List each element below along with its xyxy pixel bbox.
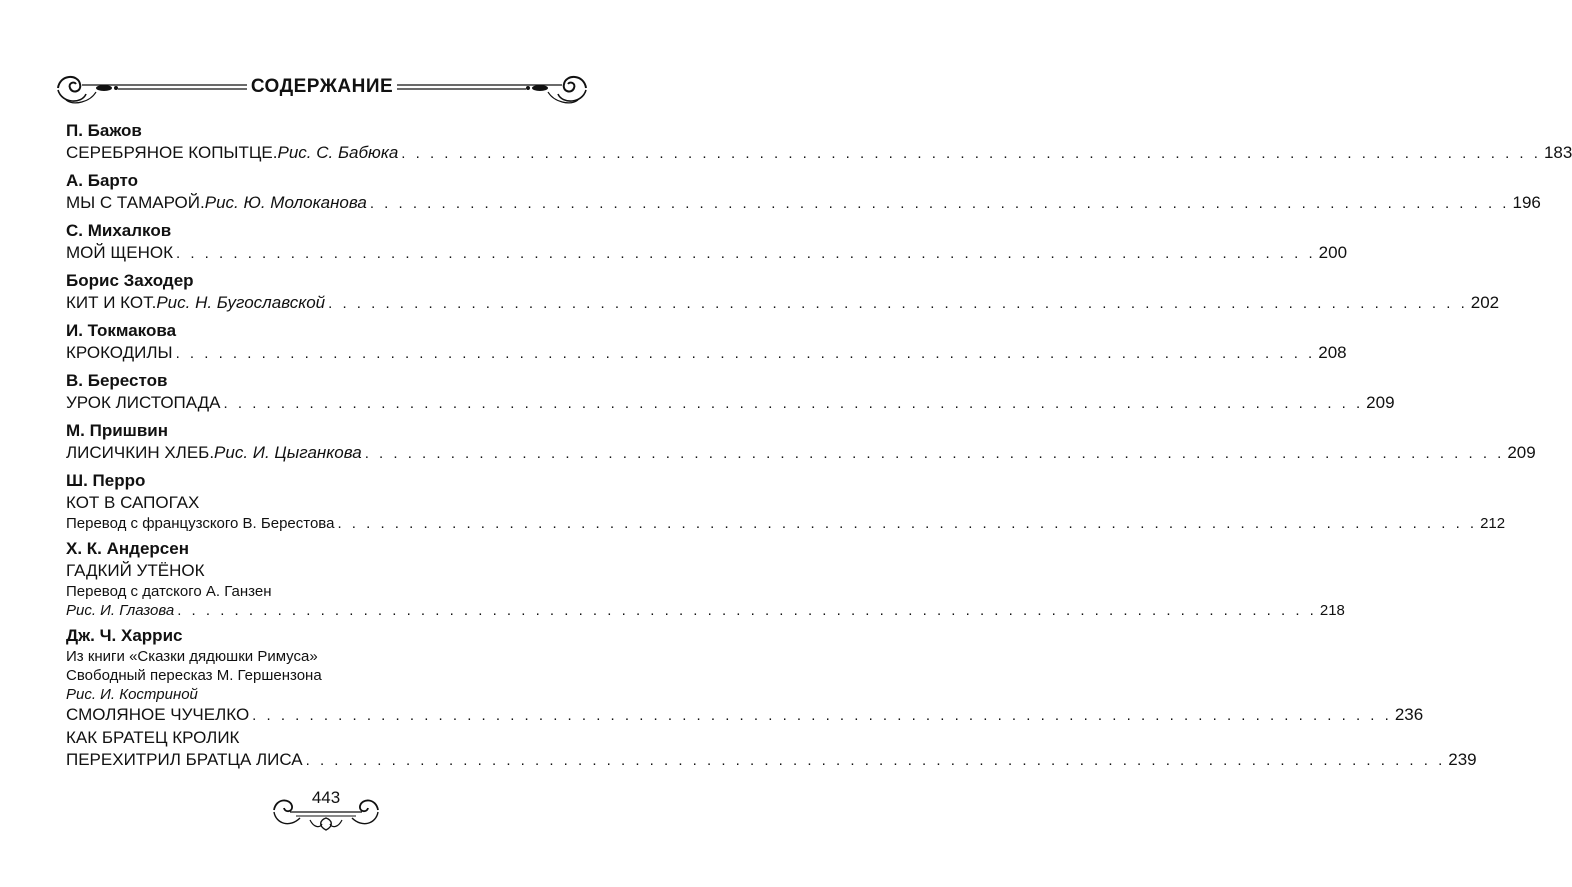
dot-leader: . . . . . . . . . . . . . . . . . . . . . . . . . . . . . . . . . . . . . . . . . . . . . . . . . . . . . . . . . . . . . . . . . . . . . . . . . . . . . . . . bbox=[337, 515, 1478, 532]
work-title: Перевод с французского В. Берестова bbox=[66, 515, 335, 532]
page-ref: 209 bbox=[1366, 393, 1395, 412]
illustrator-credit: Рис. Ю. Молоканова bbox=[204, 193, 367, 212]
dot-leader: . . . . . . . . . . . . . . . . . . . . . . . . . . . . . . . . . . . . . . . . . . . . . . . . . . . . . . . . . . . . . . . . . . . . . . . . . . . . . . . . bbox=[176, 245, 1316, 262]
author-name: Дж. Ч. Харрис bbox=[66, 626, 183, 645]
dot-leader: . . . . . . . . . . . . . . . . . . . . . . . . . . . . . . . . . . . . . . . . . . . . . . . . . . . . . . . . . . . . . . . . . . . . . . . . . . . . . . . . bbox=[252, 707, 1392, 724]
page-ref: 196 bbox=[1512, 193, 1541, 212]
author-name: А. Барто bbox=[66, 171, 139, 190]
page-ref: 239 bbox=[1448, 750, 1477, 769]
page-ref: 209 bbox=[1507, 443, 1536, 462]
work-title: СЕРЕБРЯНОЕ КОПЫТЦЕ. bbox=[66, 143, 278, 162]
author-name: П. Бажов bbox=[66, 121, 142, 140]
page-title: СОДЕРЖАНИЕ bbox=[250, 76, 394, 97]
dot-leader: . . . . . . . . . . . . . . . . . . . . . . . . . . . . . . . . . . . . . . . . . . . . . . . . . . . . . . . . . . . . . . . . . . . . . . . . . . . . . . . . bbox=[369, 195, 1510, 212]
work-title: КРОКОДИЛЫ bbox=[66, 343, 173, 362]
work-title: УРОК ЛИСТОПАДА bbox=[66, 393, 221, 412]
toc-line bbox=[66, 142, 1572, 165]
work-title: КОТ В САПОГАХ bbox=[66, 493, 200, 512]
work-title: ГАДКИЙ УТЁНОК bbox=[66, 561, 205, 580]
toc-line bbox=[66, 704, 1424, 727]
toc-entry bbox=[66, 538, 1345, 620]
work-title: ЛИСИЧКИН ХЛЕБ. bbox=[66, 443, 215, 462]
toc-line bbox=[66, 514, 1506, 533]
toc-line bbox=[66, 666, 578, 685]
toc-line bbox=[66, 242, 1348, 265]
work-title: КАК БРАТЕЦ КРОЛИК bbox=[66, 728, 240, 747]
toc-line bbox=[66, 749, 1477, 772]
illustrator-credit: Рис. С. Бабюка bbox=[277, 143, 399, 162]
dot-leader: . . . . . . . . . . . . . . . . . . . . . . . . . . . . . . . . . . . . . . . . . . . . . . . . . . . . . . . . . . . . . . . . . . . . . . . . . . . . . . . . bbox=[177, 602, 1317, 619]
toc-entry bbox=[66, 320, 1347, 365]
toc-line bbox=[66, 492, 578, 514]
dot-leader: . . . . . . . . . . . . . . . . . . . . . . . . . . . . . . . . . . . . . . . . . . . . . . . . . . . . . . . . . . . . . . . . . . . . . . . . . . . . . . . . bbox=[175, 345, 1316, 362]
work-title: Перевод с датского А. Ганзен bbox=[66, 583, 272, 600]
author-name: Борис Заходер bbox=[66, 271, 194, 290]
dot-leader: . . . . . . . . . . . . . . . . . . . . . . . . . . . . . . . . . . . . . . . . . . . . . . . . . . . . . . . . . . . . . . . . . . . . . . . . . . . . . . . . bbox=[328, 295, 1468, 312]
toc-entry bbox=[66, 625, 1477, 772]
header-ornament bbox=[52, 66, 592, 110]
work-title: Рис. И. Глазова bbox=[66, 602, 175, 619]
dot-leader: . . . . . . . . . . . . . . . . . . . . . . . . . . . . . . . . . . . . . . . . . . . . . . . . . . . . . . . . . . . . . . . . . . . . . . . . . . . . . . . . bbox=[223, 395, 1364, 412]
toc-line bbox=[66, 647, 578, 666]
work-title: ПЕРЕХИТРИЛ БРАТЦА ЛИСА bbox=[66, 750, 303, 769]
toc-entry bbox=[66, 120, 1572, 165]
toc-entry bbox=[66, 220, 1348, 265]
illustrator-credit: Рис. И. Цыганкова bbox=[214, 443, 362, 462]
dot-leader: . . . . . . . . . . . . . . . . . . . . . . . . . . . . . . . . . . . . . . . . . . . . . . . . . . . . . . . . . . . . . . . . . . . . . . . . . . . . . . . . bbox=[401, 145, 1541, 162]
table-of-contents bbox=[66, 120, 1572, 777]
toc-entry bbox=[66, 270, 1500, 315]
toc-line bbox=[66, 392, 1395, 415]
page-ref: 183 bbox=[1543, 143, 1572, 162]
toc-line bbox=[66, 442, 1536, 465]
toc-entry bbox=[66, 470, 1506, 533]
toc-line bbox=[66, 342, 1347, 365]
work-title: МЫ С ТАМАРОЙ. bbox=[66, 193, 205, 212]
page-ref: 200 bbox=[1318, 243, 1348, 262]
illustrator-credit: Рис. Н. Бугославской bbox=[156, 293, 326, 312]
page-ref: 202 bbox=[1470, 293, 1500, 312]
author-name: Х. К. Андерсен bbox=[66, 539, 189, 558]
page-ref: 212 bbox=[1480, 515, 1506, 532]
work-title: Из книги «Сказки дядюшки Римуса» bbox=[66, 648, 318, 665]
author-name: И. Токмакова bbox=[66, 321, 177, 340]
toc-line bbox=[66, 685, 578, 704]
work-title: Рис. И. Костриной bbox=[66, 686, 198, 703]
toc-line bbox=[66, 292, 1500, 315]
author-name: М. Пришвин bbox=[66, 421, 168, 440]
dot-leader: . . . . . . . . . . . . . . . . . . . . . . . . . . . . . . . . . . . . . . . . . . . . . . . . . . . . . . . . . . . . . . . . . . . . . . . . . . . . . . . . bbox=[364, 445, 1505, 462]
work-title: КИТ И КОТ. bbox=[66, 293, 157, 312]
toc-entry bbox=[66, 370, 1395, 415]
toc-line bbox=[66, 601, 1345, 620]
toc-entry bbox=[66, 170, 1541, 215]
right-flourish-icon bbox=[392, 66, 592, 110]
page-ref: 208 bbox=[1318, 343, 1347, 362]
author-name: С. Михалков bbox=[66, 221, 172, 240]
toc-line bbox=[66, 192, 1541, 215]
work-title: СМОЛЯНОЕ ЧУЧЕЛКО bbox=[66, 705, 250, 724]
work-title: МОЙ ЩЕНОК bbox=[66, 243, 174, 262]
page-ref: 236 bbox=[1394, 705, 1424, 724]
page-ref: 218 bbox=[1319, 602, 1345, 619]
page-footer bbox=[270, 784, 382, 840]
author-name: Ш. Перро bbox=[66, 471, 146, 490]
author-name: В. Берестов bbox=[66, 371, 168, 390]
page-number: 443 bbox=[311, 788, 341, 807]
toc-line bbox=[66, 560, 578, 582]
toc-line bbox=[66, 727, 578, 749]
work-title: Свободный пересказ М. Гершензона bbox=[66, 667, 322, 684]
toc-entry bbox=[66, 420, 1536, 465]
dot-leader: . . . . . . . . . . . . . . . . . . . . . . . . . . . . . . . . . . . . . . . . . . . . . . . . . . . . . . . . . . . . . . . . . . . . . . . . . . . . . . . . bbox=[305, 752, 1446, 769]
toc-line bbox=[66, 582, 578, 601]
